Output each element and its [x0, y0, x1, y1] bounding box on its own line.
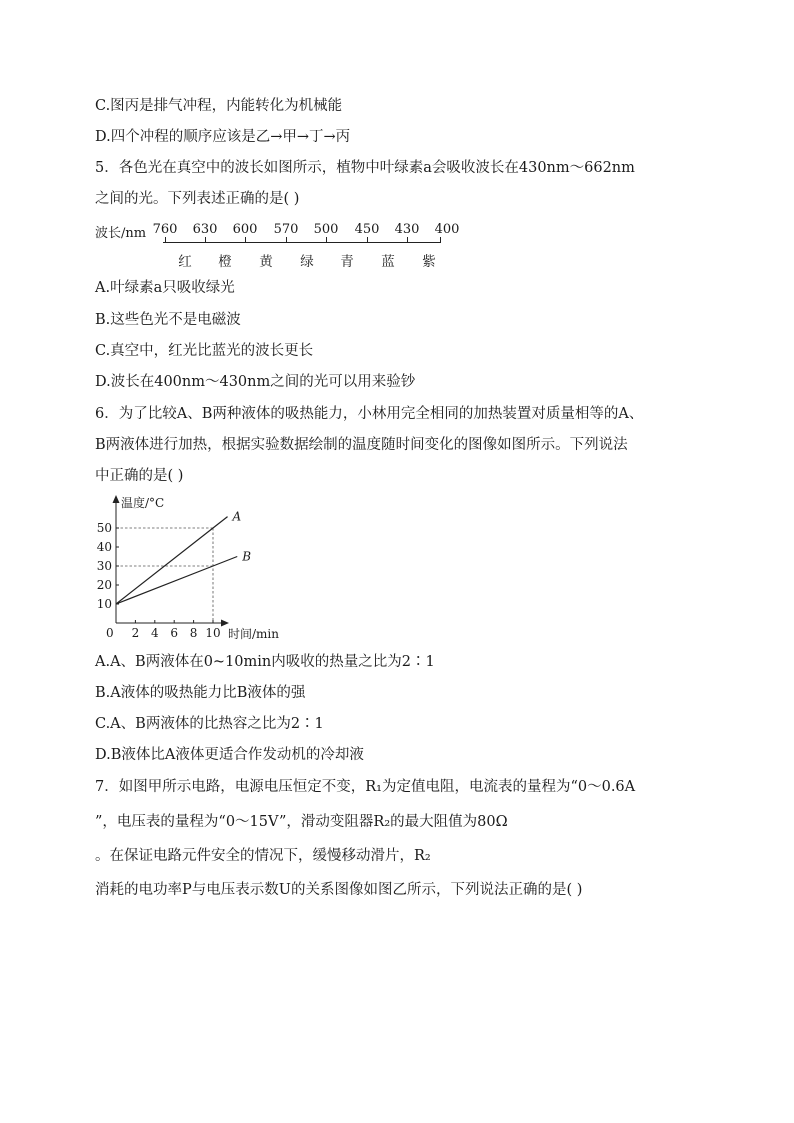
x-axis-label: 时间/min — [228, 627, 279, 641]
wavelength-tick — [367, 237, 368, 243]
wavelength-tick — [205, 237, 206, 243]
q6-stem-line3: 中正确的是( ) — [95, 468, 184, 484]
q5-option-b: B.这些色光不是电磁波 — [95, 312, 241, 328]
wavelength-tick — [407, 237, 408, 243]
y-axis-arrow — [113, 495, 120, 503]
q4-option-c: C.图丙是排气冲程，内能转化为机械能 — [95, 98, 343, 114]
wavelength-tick-label: 760 — [152, 222, 178, 237]
wavelength-tick — [165, 237, 166, 243]
wavelength-tick-label: 630 — [192, 222, 218, 237]
q5-stem-line1: 5．各色光在真空中的波长如图所示，植物中叶绿素a会吸收波长在430nm～662nm — [95, 160, 635, 176]
wavelength-tick-label: 500 — [313, 222, 339, 237]
color-label-orange: 橙 — [218, 254, 232, 270]
q7-line1: 7．如图甲所示电路，电源电压恒定不变，R₁为定值电阻，电流表的量程为“0～0.6A — [95, 779, 636, 795]
q6-option-c: C.A、B两液体的比热容之比为2∶1 — [95, 716, 324, 732]
x-tick-label: 4 — [150, 626, 159, 640]
q5-option-c: C.真空中，红光比蓝光的波长更长 — [95, 343, 314, 359]
q4-option-d: D.四个冲程的顺序应该是乙→甲→丁→丙 — [95, 129, 351, 145]
x-tick-label: 8 — [189, 626, 198, 640]
wavelength-tick-label: 570 — [273, 222, 299, 237]
y-tick-label: 50 — [96, 521, 112, 535]
series-line-a — [116, 517, 228, 604]
wavelength-tick-label: 430 — [394, 222, 420, 237]
q6-option-a: A.A、B两液体在0~10min内吸收的热量之比为2∶1 — [95, 654, 435, 670]
q7-line4: 消耗的电功率P与电压表示数U的关系图像如图乙所示，下列说法正确的是( ) — [95, 882, 583, 898]
q6-option-b: B.A液体的吸热能力比B液体的强 — [95, 685, 306, 701]
color-label-yellow: 黄 — [259, 254, 273, 270]
x-tick-label: 2 — [131, 626, 140, 640]
q7-line3: 。在保证电路元件安全的情况下，缓慢移动滑片，R₂ — [95, 848, 431, 864]
q7-line2: ”，电压表的量程为“0～15V”，滑动变阻器R₂的最大阻值为80Ω — [95, 814, 508, 830]
x-tick-label: 10 — [205, 626, 221, 640]
wavelength-tick — [440, 237, 441, 243]
y-tick-label: 10 — [96, 597, 112, 611]
wavelength-tick-label: 400 — [434, 222, 460, 237]
x-tick-label: 6 — [170, 626, 179, 640]
q6-stem-line2: B两液体进行加热，根据实验数据绘制的温度随时间变化的图像如图所示。下列说法 — [95, 437, 628, 453]
q5-option-d: D.波长在400nm～430nm之间的光可以用来验钞 — [95, 374, 416, 390]
x-tick-label: 0 — [106, 626, 114, 640]
q6-stem-line1: 6．为了比较A、B两种液体的吸热能力，小林用完全相同的加热装置对质量相等的A、 — [95, 406, 644, 422]
color-label-cyan: 青 — [340, 254, 354, 270]
series-line-b — [116, 557, 237, 605]
wavelength-tick-label: 450 — [354, 222, 380, 237]
x-axis-arrow — [221, 620, 229, 627]
y-tick-label: 30 — [96, 559, 112, 573]
wavelength-tick — [245, 237, 246, 243]
y-tick-label: 40 — [96, 540, 112, 554]
series-label-a: A — [232, 509, 242, 524]
wavelength-scale — [95, 218, 475, 270]
color-label-blue: 蓝 — [381, 254, 395, 270]
color-label-red: 红 — [178, 254, 192, 270]
q5-option-a: A.叶绿素a只吸收绿光 — [95, 280, 235, 296]
color-label-green: 绿 — [300, 254, 314, 270]
wavelength-tick — [326, 237, 327, 243]
y-axis-label: 温度/°C — [121, 496, 165, 510]
series-label-b: B — [242, 549, 252, 564]
q5-stem-line2: 之间的光。下列表述正确的是( ) — [95, 191, 300, 207]
y-tick-label: 20 — [96, 578, 112, 592]
wavelength-tick-label: 600 — [232, 222, 258, 237]
q6-option-d: D.B液体比A液体更适合作发动机的冷却液 — [95, 747, 364, 763]
color-label-violet: 紫 — [422, 254, 436, 270]
temperature-time-chart — [92, 492, 302, 644]
wavelength-scale-label: 波长/nm — [95, 226, 147, 241]
wavelength-tick — [286, 237, 287, 243]
